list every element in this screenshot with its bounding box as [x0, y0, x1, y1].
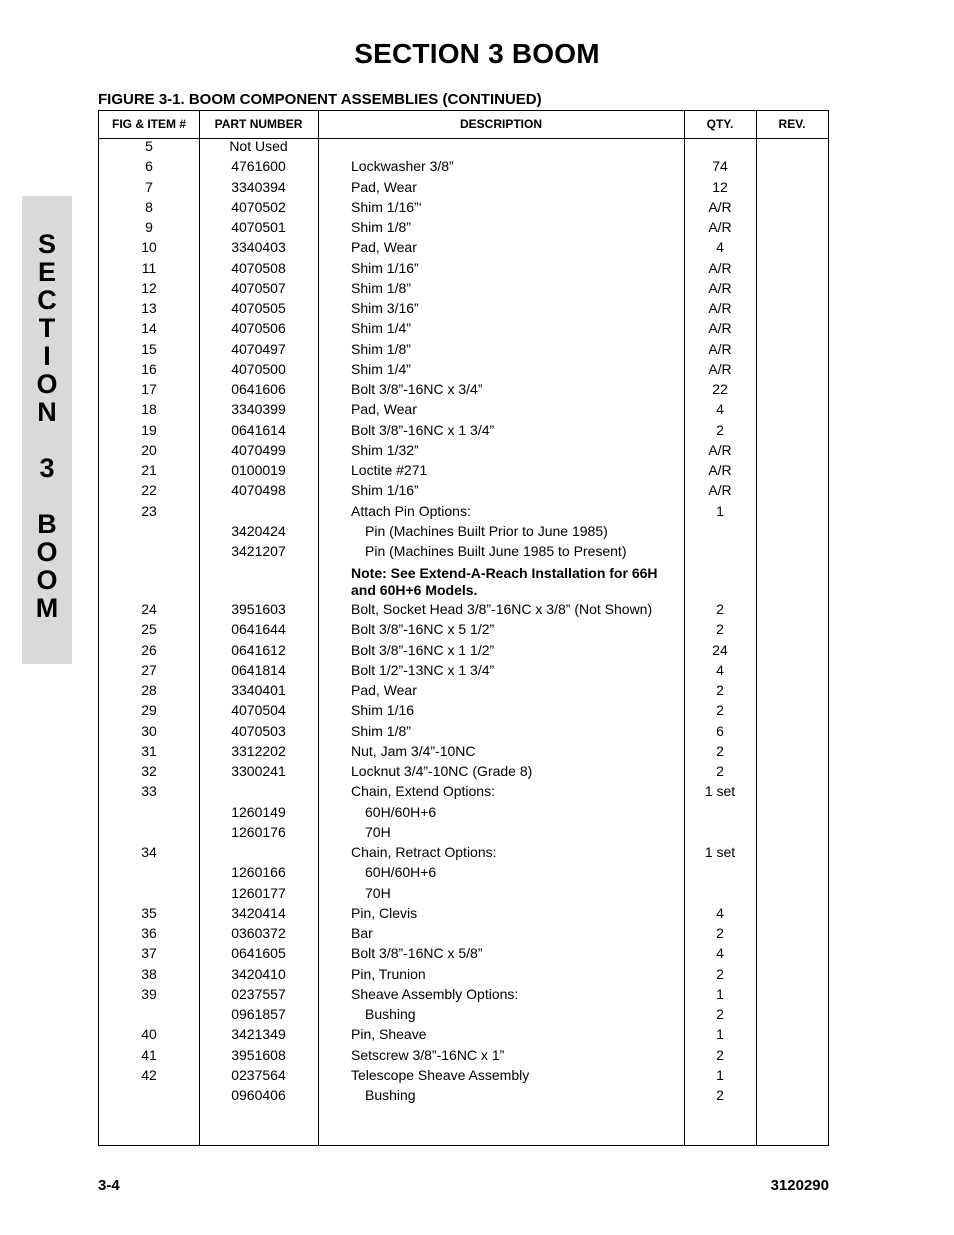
description-cell: Lockwasher 3/8” [351, 158, 454, 175]
fig-item-cell: 20 [141, 441, 157, 458]
part-number-cell: 4070500 [231, 360, 286, 377]
qty-cell: A/R [708, 462, 732, 478]
fig-item-cell: 13 [141, 300, 157, 316]
description-cell: Pad, Wear [351, 239, 417, 256]
qty-cell: 2 [716, 621, 724, 638]
qty-cell: 22 [712, 381, 728, 397]
qty-cell: 2 [716, 421, 724, 438]
description-cell: Bolt 3/8”-16NC x 1 1/2” [351, 641, 495, 658]
header-rev: REV. [778, 117, 806, 131]
part-number-cell: 0641606 [231, 381, 286, 397]
fig-item-cell: 36 [141, 925, 157, 941]
fig-item-cell: 34 [141, 844, 157, 860]
description-cell: Pin, Clevis [351, 904, 418, 921]
side-tab-letter: O [36, 369, 58, 399]
qty-cell: 24 [712, 641, 728, 658]
description-cell: Bolt 3/8”-16NC x 3/4” [351, 381, 483, 397]
qty-cell: 2 [716, 1087, 724, 1103]
qty-cell: 1 set [704, 783, 736, 800]
fig-item-cell: 41 [141, 1046, 157, 1063]
part-number-cell: 3951608 [231, 1046, 286, 1063]
fig-item-cell: 16 [141, 360, 157, 377]
qty-cell: 2 [716, 1006, 724, 1022]
description-cell: Chain, Retract Options: [351, 844, 497, 860]
side-tab-letter: 3 [39, 453, 55, 483]
description-cell: Pin (Machines Built June 1985 to Present) [365, 543, 627, 559]
part-number-cell: 4070505 [231, 300, 286, 316]
fig-item-cell: 29 [141, 702, 157, 719]
part-number-cell: 4070498 [231, 482, 286, 499]
part-number-cell: Not Used [229, 138, 288, 154]
side-tab-letter: E [37, 257, 56, 287]
part-number-cell: 4070499 [231, 441, 286, 458]
description-cell: Locknut 3/4”-10NC (Grade 8) [351, 763, 533, 779]
qty-cell: 2 [716, 702, 724, 719]
part-number-cell: 0961857 [231, 1006, 286, 1022]
description-cell: Bolt 3/8”-16NC x 5/8” [351, 945, 483, 962]
description-cell: 70H [365, 823, 391, 840]
side-tab-letter: N [37, 397, 57, 427]
description-cell: Shim 1/16” [351, 259, 419, 276]
fig-item-cell: 28 [141, 682, 157, 698]
side-tab-letter: I [43, 341, 51, 371]
description-cell: Telescope Sheave Assembly [351, 1066, 530, 1083]
qty-cell: 4 [716, 401, 724, 418]
part-number-cell: 4070504 [231, 702, 286, 719]
description-cell: Shim 1/16”‘ [351, 198, 422, 215]
fig-item-cell: 19 [141, 421, 157, 438]
part-number-cell: 4761600 [231, 158, 286, 175]
part-number-cell: 3340399 [231, 401, 286, 418]
fig-item-cell: 42 [141, 1066, 157, 1083]
fig-item-cell: 24 [141, 601, 157, 617]
header-part-number: PART NUMBER [214, 117, 303, 131]
fig-item-cell: 12 [141, 279, 157, 296]
description-cell: Bar [351, 925, 373, 941]
side-tab-letter: B [37, 509, 57, 539]
part-number-cell: 3340403 [231, 239, 286, 256]
part-number-cell: 3340401 [231, 682, 286, 698]
description-cell: 60H/60H+6 [365, 864, 437, 881]
section-side-tab [22, 196, 72, 664]
header-qty: QTY. [706, 117, 734, 131]
fig-item-cell: 18 [141, 401, 157, 418]
description-cell: Bushing [365, 1006, 416, 1022]
description-cell: Shim 1/16 [351, 702, 415, 719]
part-number-cell: 0641644 [231, 621, 286, 638]
part-number-cell: 3951603 [231, 601, 286, 617]
description-cell: Shim 3/16” [351, 300, 419, 316]
part-number-cell: 3421207 [231, 543, 286, 559]
fig-item-cell: 38 [141, 965, 157, 982]
description-cell: Bolt, Socket Head 3/8”-16NC x 3/8” (Not Shown) [351, 601, 653, 617]
description-cell: Chain, Extend Options: [351, 783, 495, 800]
fig-item-cell: 35 [141, 904, 157, 921]
fig-item-cell: 10 [141, 239, 157, 256]
description-cell: Shim 1/8” [351, 722, 411, 739]
qty-cell: 1 [716, 985, 724, 1002]
qty-cell: A/R [708, 340, 732, 357]
part-number-cell: 0960406 [231, 1087, 286, 1103]
qty-cell: A/R [708, 259, 732, 276]
qty-cell: A/R [708, 441, 732, 458]
qty-cell: 1 [716, 1026, 724, 1043]
qty-cell: A/R [708, 360, 732, 377]
description-cell: Shim 1/16” [351, 482, 419, 499]
qty-cell: A/R [708, 482, 732, 499]
part-number-cell: 0237564 [231, 1066, 286, 1083]
description-cell: Shim 1/8” [351, 219, 411, 235]
qty-cell: 2 [716, 763, 724, 779]
qty-cell: A/R [708, 219, 732, 235]
qty-cell: A/R [708, 198, 732, 215]
fig-item-cell: 15 [141, 340, 157, 357]
description-cell: Bushing [365, 1087, 416, 1103]
description-cell: Pin, Sheave [351, 1026, 427, 1043]
qty-cell: A/R [708, 279, 732, 296]
fig-item-cell: 6 [145, 158, 153, 175]
fig-item-cell: 26 [141, 641, 157, 658]
qty-cell: 2 [716, 682, 724, 698]
fig-item-cell: 14 [141, 320, 157, 337]
fig-item-cell: 37 [141, 945, 157, 962]
qty-cell: 1 [716, 1066, 724, 1083]
part-number-cell: 4070497 [231, 340, 286, 357]
description-cell: Loctite #271 [351, 462, 428, 478]
fig-item-cell: 8 [145, 198, 153, 215]
part-number-cell: 1260166 [231, 864, 286, 881]
fig-item-cell: 21 [141, 462, 157, 478]
header-description: DESCRIPTION [459, 117, 542, 131]
qty-cell: 2 [716, 601, 724, 617]
fig-item-cell: 25 [141, 621, 157, 638]
fig-item-cell: 17 [141, 381, 157, 397]
part-number-cell: 3420424 [231, 522, 286, 539]
description-cell: Pin (Machines Built Prior to June 1985) [365, 522, 608, 539]
fig-item-cell: 32 [141, 763, 157, 779]
qty-cell: 12 [712, 178, 728, 195]
qty-cell: 4 [716, 661, 724, 678]
part-number-cell: 1260177 [231, 884, 286, 901]
part-number-cell: 0641605 [231, 945, 286, 962]
column-divider [756, 111, 757, 1145]
part-number-cell: 0360372 [231, 925, 286, 941]
fig-item-cell: 23 [141, 502, 157, 519]
part-number-cell: 3420410 [231, 965, 286, 982]
figure-caption: FIGURE 3-1. BOOM COMPONENT ASSEMBLIES (CONTINUED) [98, 91, 542, 108]
side-tab-letter: O [36, 565, 58, 595]
description-cell: Attach Pin Options: [351, 502, 471, 519]
fig-item-cell: 27 [141, 661, 157, 678]
part-number-cell: 4070503 [231, 722, 286, 739]
part-number-cell: 4070506 [231, 320, 286, 337]
part-number-cell: 3421349 [231, 1026, 286, 1043]
part-number-cell: 3312202 [231, 742, 286, 759]
table-note: Note: See Extend-A-Reach Installation for 66H and 60H+6 Models. [351, 565, 658, 598]
fig-item-cell: 11 [141, 259, 157, 276]
description-cell: Pad, Wear [351, 401, 417, 418]
side-tab-letter: M [35, 593, 59, 623]
part-number-cell: 4070507 [231, 279, 286, 296]
qty-cell: 2 [716, 965, 724, 982]
description-cell: Bolt 3/8”-16NC x 1 3/4” [351, 421, 495, 438]
side-tab-letter: O [36, 537, 58, 567]
part-number-cell: 4070502 [231, 198, 286, 215]
qty-cell: 1 [716, 502, 724, 519]
description-cell: Shim 1/32” [351, 441, 419, 458]
fig-item-cell: 30 [141, 722, 157, 739]
qty-cell: A/R [708, 320, 732, 337]
header-item: FIG & ITEM # [111, 117, 186, 131]
column-divider [318, 111, 319, 1145]
part-number-cell: 4070501 [231, 219, 286, 235]
fig-item-cell: 39 [141, 985, 157, 1002]
description-cell: Bolt 1/2”-13NC x 1 3/4” [351, 661, 495, 678]
part-number-cell: 0237557 [231, 985, 286, 1002]
part-number-cell: 3420414 [231, 904, 286, 921]
part-number-cell: 3300241 [231, 763, 286, 779]
side-tab-letter: T [38, 313, 56, 343]
description-cell: 60H/60H+6 [365, 803, 437, 820]
qty-cell: 74 [712, 158, 728, 175]
description-cell: Setscrew 3/8”-16NC x 1” [351, 1046, 505, 1063]
part-number-cell: 3340394 [231, 178, 286, 195]
page-number: 3-4 [98, 1177, 120, 1194]
fig-item-cell: 31 [141, 742, 157, 759]
parts-table [98, 110, 829, 1146]
part-number-cell: 0100019 [231, 462, 286, 478]
description-cell: Pad, Wear [351, 178, 417, 195]
fig-item-cell: 40 [141, 1026, 157, 1043]
description-cell: Pad, Wear [351, 682, 417, 698]
fig-item-cell: 7 [145, 178, 153, 195]
description-cell: Shim 1/4” [351, 360, 411, 377]
part-number-cell: 1260149 [231, 803, 286, 820]
description-cell: Nut, Jam 3/4”-10NC [351, 742, 476, 759]
qty-cell: 4 [716, 904, 724, 921]
fig-item-cell: 5 [145, 138, 153, 154]
part-number-cell: 0641612 [231, 641, 286, 658]
side-tab-letter: C [37, 285, 57, 315]
description-cell: Shim 1/8” [351, 340, 411, 357]
part-number-cell: 4070508 [231, 259, 286, 276]
description-cell: Shim 1/4” [351, 320, 411, 337]
document-number: 3120290 [770, 1177, 829, 1194]
fig-item-cell: 22 [141, 482, 157, 499]
page-title: SECTION 3 BOOM [354, 38, 600, 69]
qty-cell: 4 [716, 945, 724, 962]
fig-item-cell: 33 [141, 783, 157, 800]
qty-cell: 2 [716, 742, 724, 759]
qty-cell: 2 [716, 1046, 724, 1063]
part-number-cell: 1260176 [231, 823, 286, 840]
description-cell: 70H [365, 884, 391, 901]
fig-item-cell: 9 [145, 219, 153, 235]
qty-cell: 6 [716, 722, 724, 739]
part-number-cell: 0641814 [231, 661, 286, 678]
qty-cell: A/R [708, 300, 732, 316]
description-cell: Shim 1/8” [351, 279, 411, 296]
description-cell: Bolt 3/8”-16NC x 5 1/2” [351, 621, 495, 638]
part-number-cell: 0641614 [231, 421, 286, 438]
qty-cell: 1 set [704, 844, 736, 860]
description-cell: Pin, Trunion [351, 965, 426, 982]
qty-cell: 2 [716, 925, 724, 941]
side-tab-letter: S [37, 229, 56, 259]
description-cell: Sheave Assembly Options: [351, 985, 519, 1002]
qty-cell: 4 [716, 239, 724, 256]
